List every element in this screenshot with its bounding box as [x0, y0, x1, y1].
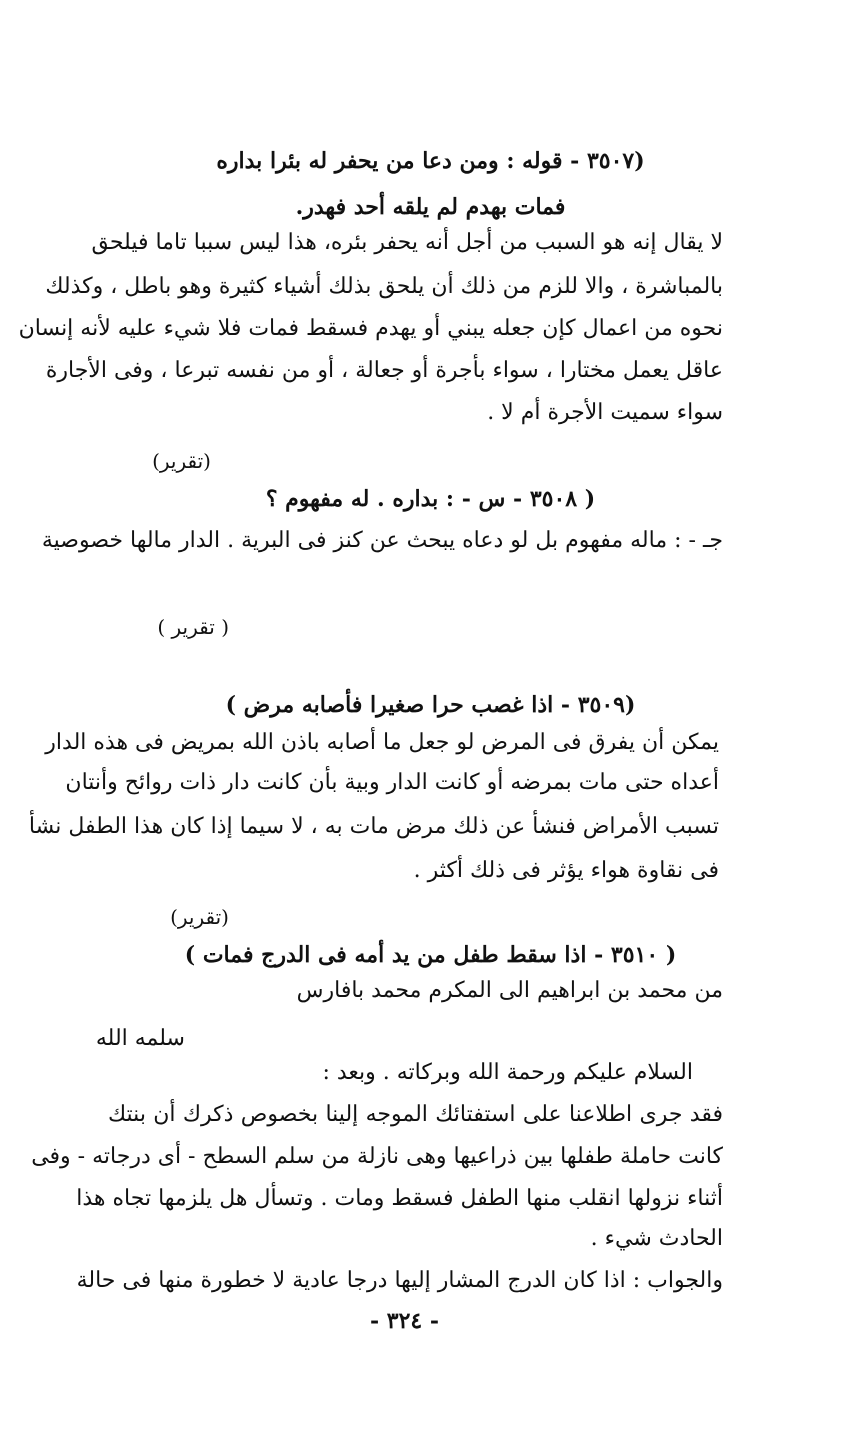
section-3507-note: (تقرير)	[152, 449, 211, 473]
section-3509-note: (تقرير)	[170, 905, 229, 929]
letter-line-4: الحادث شيء .	[590, 1226, 723, 1251]
section-3508-note: ( تقرير )	[157, 615, 229, 639]
letter-greeting: السلام عليكم ورحمة الله وبركاته . وبعد :	[322, 1060, 693, 1085]
section-3508-heading: ( ٣٥٠٨ - س - : بداره . له مفهوم ؟	[265, 486, 596, 512]
section-3507-line-5: سواء سميت الأجرة أم لا .	[487, 400, 723, 425]
section-3507-heading: (٣٥٠٧ - قوله : ومن دعا من يحفر له بئرا بداره	[216, 148, 645, 174]
section-3509-line-1: يمكن أن يفرق فى المرض لو جعل ما أصابه باذن الله بمريض فى هذه الدار	[45, 730, 719, 755]
section-3507-line-4: عاقل يعمل مختارا ، سواء بأجرة أو جعالة ، أو من نفسه تبرعا ، وفى الأجارة	[45, 358, 723, 383]
section-3507-line-2: بالمباشرة ، والا للزم من ذلك أن يلحق بذلك أشياء كثيرة وهو باطل ، وكذلك	[45, 274, 723, 299]
section-3509-line-2: أعداه حتى مات بمرضه أو كانت الدار وبية بأن كانت دار ذات روائح وأنتان	[65, 770, 719, 795]
section-3509-heading: (٣٥٠٩ - اذا غصب حرا صغيرا فأصابه مرض )	[225, 692, 636, 718]
section-3507-heading-cont: فمات بهدم لم يلقه أحد فهدر.	[295, 194, 566, 220]
section-3509-line-4: فى نقاوة هواء يؤثر فى ذلك أكثر .	[413, 858, 719, 883]
section-3507-line-3: نحوه من اعمال كإن جعله يبني أو يهدم فسقط فمات فلا شيء عليه لأنه إنسان	[18, 316, 723, 341]
page-number: - ٣٢٤ -	[370, 1308, 440, 1334]
section-3509-line-3: تسبب الأمراض فنشأ عن ذلك مرض مات به ، لا سيما إذا كان هذا الطفل نشأ	[28, 814, 719, 839]
letter-line-3: أثناء نزولها انقلب منها الطفل فسقط ومات . وتسأل هل يلزمها تجاه هذا	[76, 1186, 723, 1211]
answer-line: والجواب : اذا كان الدرج المشار إليها درجا عادية لا خطورة منها فى حالة	[76, 1268, 723, 1293]
section-3508-answer: جـ - : ماله مفهوم بل لو دعاه يبحث عن كنز فى البرية . الدار مالها خصوصية	[41, 528, 723, 553]
letter-line-1: فقد جرى اطلاعنا على استفتائك الموجه إلينا بخصوص ذكرك أن بنتك	[108, 1102, 723, 1127]
letter-from-line: من محمد بن ابراهيم الى المكرم محمد بافارس	[296, 978, 723, 1003]
letter-line-2: كانت حاملة طفلها بين ذراعيها وهى نازلة من سلم السطح - أى درجاته - وفى	[31, 1144, 723, 1169]
section-3507-line-1: لا يقال إنه هو السبب من أجل أنه يحفر بئره، هذا ليس سببا تاما فيلحق	[91, 230, 723, 255]
letter-salute: سلمه الله	[95, 1026, 185, 1051]
section-3510-heading: ( ٣٥١٠ - اذا سقط طفل من يد أمه فى الدرج فمات )	[184, 942, 677, 968]
